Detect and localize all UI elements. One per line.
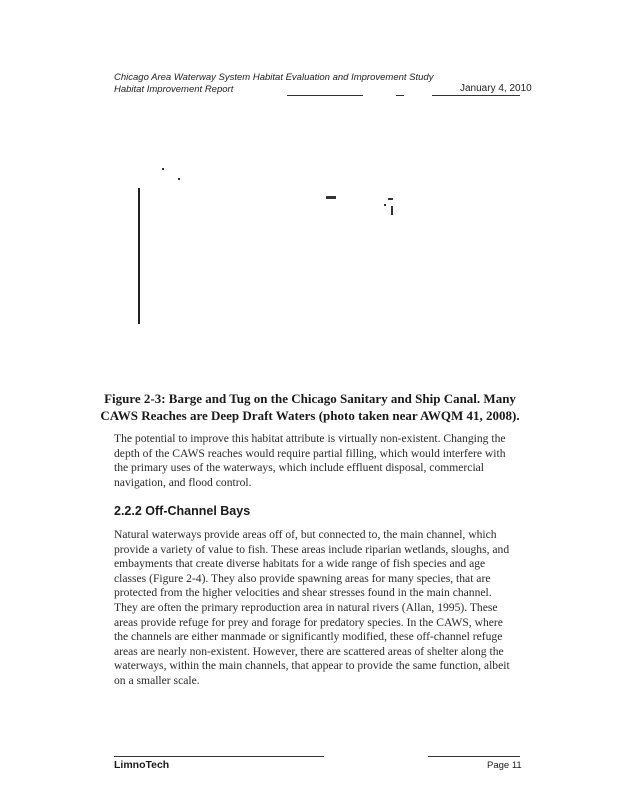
footer-page-number: Page 11 bbox=[487, 760, 522, 771]
photo-speck bbox=[384, 204, 386, 206]
header-rule-1 bbox=[287, 95, 363, 96]
photo-speck bbox=[326, 196, 336, 199]
paragraph-depth: The potential to improve this habitat attribute is virtually non-existent. Changing the depth of the CAWS reaches would require partial filling, which would interfere with the primary uses of the waterways, which include effluent disposal, commercial navigation, and flood control. bbox=[114, 432, 506, 489]
caption-line-1: Figure 2-3: Barge and Tug on the Chicago Sanitary and Ship Canal. Many bbox=[104, 391, 516, 406]
paragraph-off-channel-bays: Natural waterways provide areas off of, but connected to, the main channel, which provide a variety of value to fish. These areas include riparian wetlands, sloughs, and embayments that create diverse habitats for a wide range of fish species and age classes (Figure 2-4). They also provide spawning areas for many species, that are protected from the higher velocities and shear stresses found in the main channel. They are often the primary reproduction area in natural rivers (Allan, 1995). These areas provide refuge for prey and forage for predatory species. In the CAWS, where the channels are either manmade or significantly modified, these off-channel refuge areas are nearly non-existent. However, there are scattered areas of shelter along the waterways, within the main channels, that appear to provide the same function, albeit on a smaller scale. bbox=[114, 528, 510, 687]
footer-rule-right bbox=[428, 756, 520, 757]
footer-rule-left bbox=[114, 756, 324, 757]
photo-edge bbox=[138, 188, 140, 324]
photo-speck bbox=[388, 198, 393, 200]
photo-speck bbox=[162, 168, 164, 170]
figure-caption bbox=[100, 390, 520, 424]
caption-line-2: CAWS Reaches are Deep Draft Waters (photo taken near AWQM 41, 2008). bbox=[100, 408, 520, 423]
header-title: Chicago Area Waterway System Habitat Evaluation and Improvement Study bbox=[114, 72, 434, 83]
footer-company: LimnoTech bbox=[114, 759, 170, 771]
header-date: January 4, 2010 bbox=[460, 83, 532, 94]
photo-speck bbox=[178, 178, 180, 180]
photo-speck bbox=[391, 206, 393, 215]
section-heading: 2.2.2 Off-Channel Bays bbox=[114, 504, 251, 518]
header-subtitle: Habitat Improvement Report bbox=[114, 84, 234, 95]
header-rule-2 bbox=[396, 95, 404, 96]
header-rule-3 bbox=[432, 95, 520, 96]
figure-photo bbox=[130, 160, 500, 370]
